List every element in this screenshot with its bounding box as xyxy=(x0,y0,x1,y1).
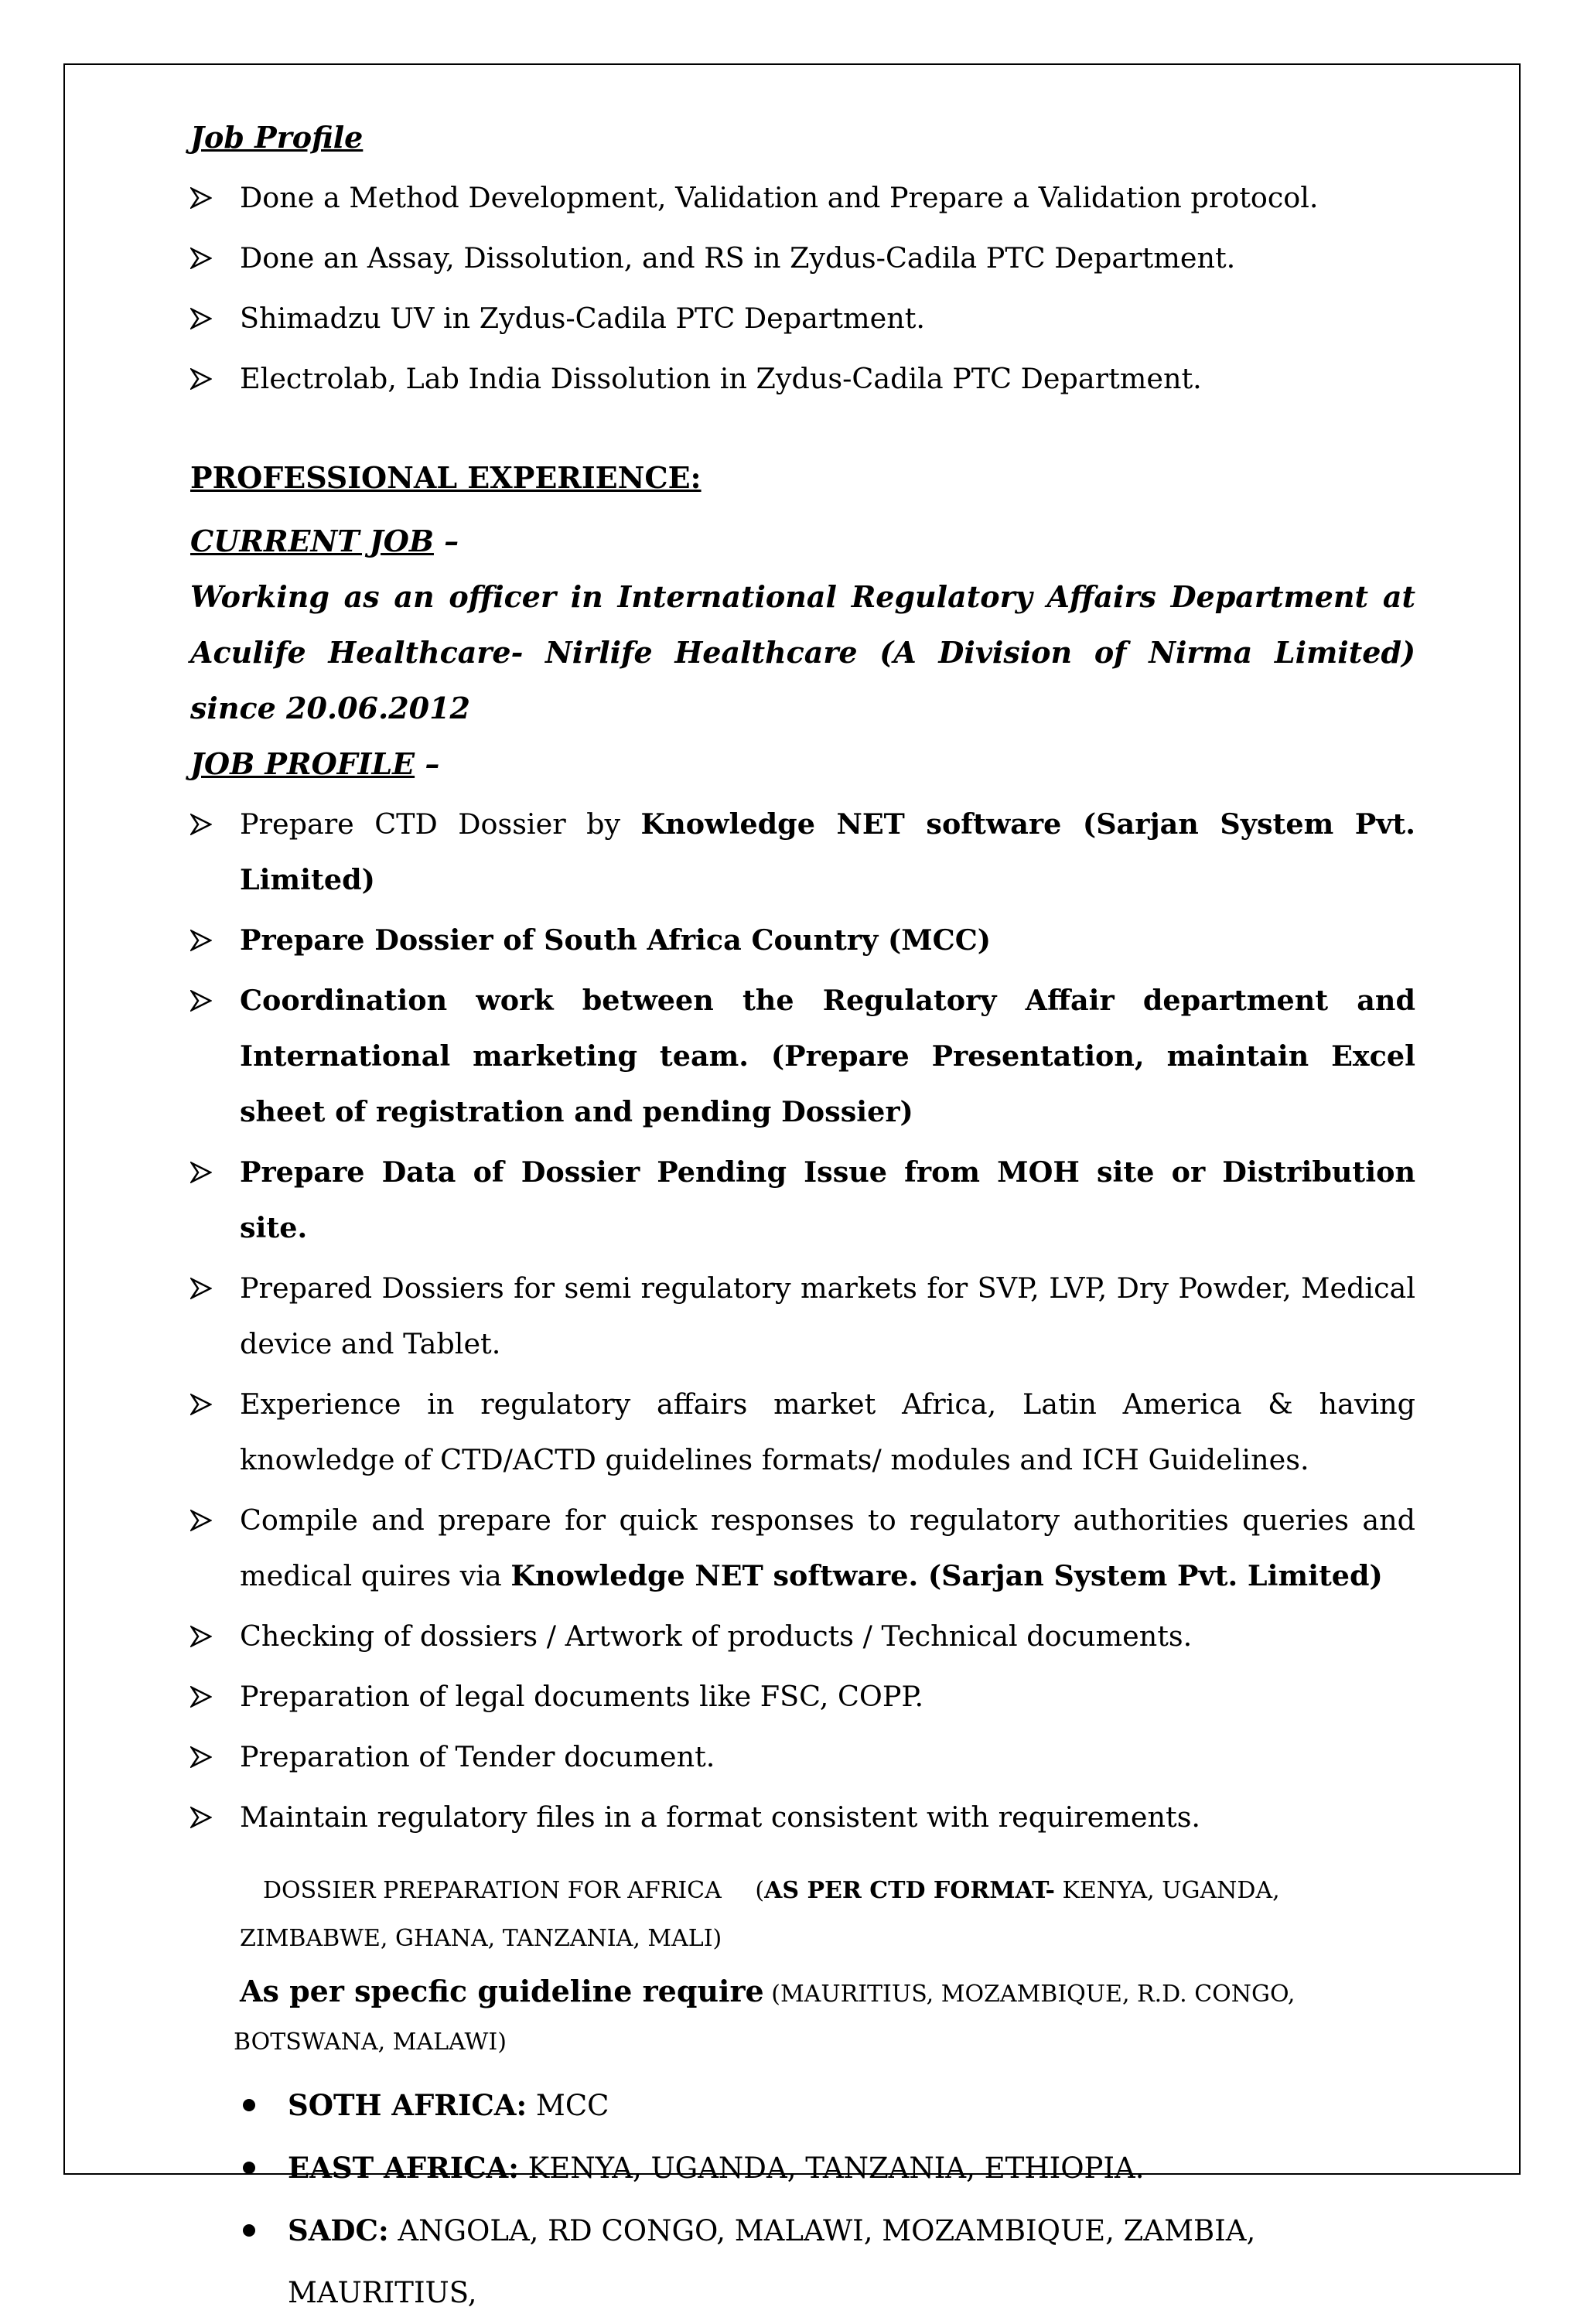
list-item: Prepare CTD Dossier by Knowledge NET software (Sarjan System Pvt. Limited) xyxy=(190,797,1415,908)
arrow-bullet-icon xyxy=(190,1377,221,1432)
arrow-bullet-icon xyxy=(190,1609,221,1664)
list-item: Electrolab, Lab India Dissolution in Zydus-Cadila PTC Department. xyxy=(190,351,1415,407)
arrow-bullet-icon xyxy=(190,291,221,346)
list-item: Maintain regulatory files in a format consistent with requirements. xyxy=(190,1790,1415,1845)
arrow-bullet-icon xyxy=(190,973,221,1029)
arrow-bullet-icon xyxy=(190,1261,221,1316)
africa-dossier-preparation: DOSSIER PREPARATION FOR AFRICA (AS PER CTD FORMAT- KENYA, UGANDA, ZIMBABWE, GHANA, TANZANIA, MALI) xyxy=(240,1877,1280,1952)
working-description: Working as an officer in International Regulatory Affairs Department at Aculife Healthcare- Nirlife Healthcare (A Division of Nirma Limited) since 20.06.2012 xyxy=(190,579,1415,725)
document-body xyxy=(190,110,1415,2324)
arrow-bullet-icon xyxy=(190,1729,221,1785)
arrow-bullet-icon xyxy=(190,230,221,286)
list-item: Checking of dossiers / Artwork of products / Technical documents. xyxy=(190,1609,1415,1664)
arrow-bullet-icon xyxy=(190,1493,221,1548)
arrow-bullet-icon xyxy=(190,1669,221,1725)
arrow-bullet-icon xyxy=(190,1790,221,1845)
list-item: Prepare Dossier of South Africa Country (MCC) xyxy=(190,913,1415,968)
list-item: EAST AFRICA: KENYA, UGANDA, TANZANIA, ETHIOPIA. xyxy=(190,2137,1415,2199)
list-item: SADC: ANGOLA, RD CONGO, MALAWI, MOZAMBIQUE, ZAMBIA, MAURITIUS, xyxy=(190,2199,1415,2324)
list-item: SOTH AFRICA: MCC xyxy=(190,2074,1415,2137)
current-job-label: CURRENT JOB – xyxy=(190,524,459,558)
specific-guideline-line: As per specfic guideline require (MAURITIUS, MOZAMBIQUE, R.D. CONGO, BOTSWANA, MALAWI) xyxy=(234,1974,1296,2056)
list-item: Preparation of Tender document. xyxy=(190,1729,1415,1785)
list-item: Coordination work between the Regulatory Affair department and International marketing team. (Prepare Presentation, maintain Excel sheet of registration and pending Dossier) xyxy=(190,973,1415,1140)
list-item: Prepare Data of Dossier Pending Issue from MOH site or Distribution site. xyxy=(190,1145,1415,1256)
list-item: Experience in regulatory affairs market Africa, Latin America & having knowledge of CTD/ACTD guidelines formats/ modules and ICH Guidelines. xyxy=(190,1377,1415,1488)
job-profile-label: JOB PROFILE – xyxy=(190,746,440,781)
region-list xyxy=(190,2074,1415,2324)
list-item: Prepared Dossiers for semi regulatory markets for SVP, LVP, Dry Powder, Medical device and Tablet. xyxy=(190,1261,1415,1372)
bullet-dot-icon xyxy=(243,2162,255,2174)
list-item: Preparation of legal documents like FSC, COPP. xyxy=(190,1669,1415,1725)
list-item: Shimadzu UV in Zydus-Cadila PTC Department. xyxy=(190,291,1415,346)
list-item: Done an Assay, Dissolution, and RS in Zydus-Cadila PTC Department. xyxy=(190,230,1415,286)
list-item: Compile and prepare for quick responses to regulatory authorities queries and medical quires via Knowledge NET software. (Sarjan System Pvt. Limited) xyxy=(190,1493,1415,1604)
bullet-dot-icon xyxy=(243,2224,255,2237)
job-profile-heading: Job Profile xyxy=(190,120,364,155)
arrow-bullet-icon xyxy=(190,170,221,226)
arrow-bullet-icon xyxy=(190,797,221,852)
professional-experience-heading: PROFESSIONAL EXPERIENCE: xyxy=(190,460,702,495)
arrow-bullet-icon xyxy=(190,913,221,968)
arrow-bullet-icon xyxy=(190,1145,221,1200)
bullet-dot-icon xyxy=(243,2099,255,2111)
list-item: Done a Method Development, Validation and Prepare a Validation protocol. xyxy=(190,170,1415,226)
arrow-bullet-icon xyxy=(190,351,221,407)
